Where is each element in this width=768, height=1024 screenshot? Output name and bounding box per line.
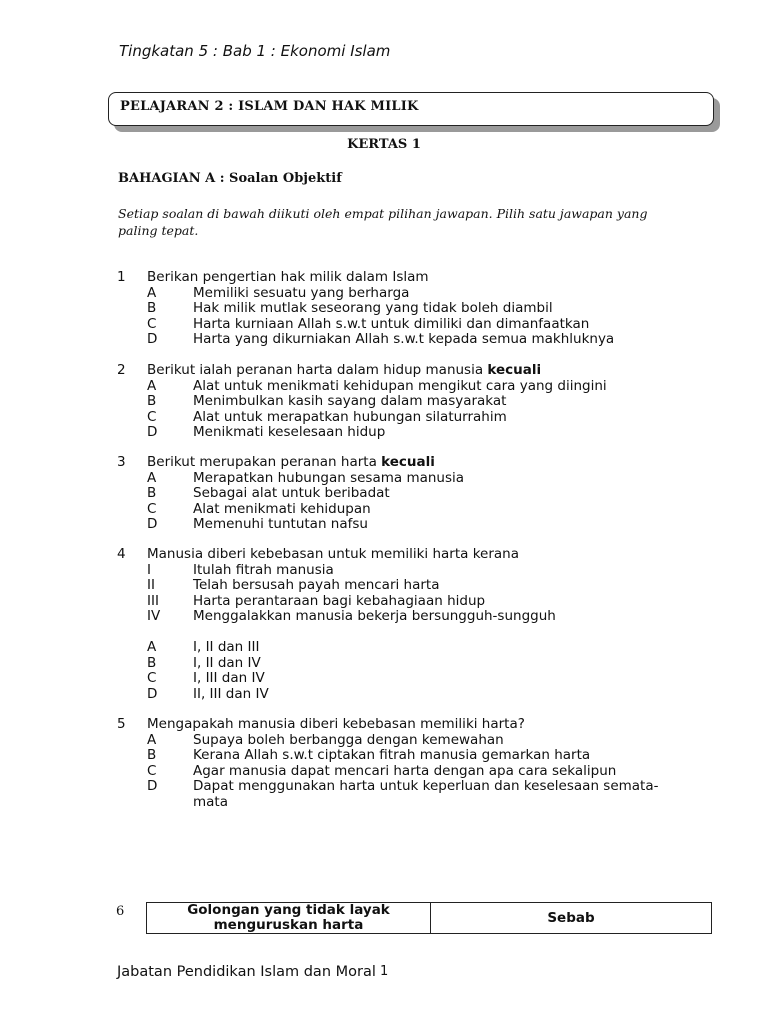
- question-stem: Mengapakah manusia diberi kebebasan memiliki harta?: [147, 716, 525, 732]
- question-stem: Berikan pengertian hak milik dalam Islam: [147, 269, 429, 285]
- document-header: Tingkatan 5 : Bab 1 : Ekonomi Islam: [119, 42, 391, 60]
- option-text: Alat untuk menikmati kehidupan mengikut cara yang diingini: [193, 377, 607, 394]
- question-keyword: kecuali: [381, 454, 435, 470]
- option-text: Supaya boleh berbangga dengan kemewahan: [193, 731, 504, 748]
- paper-label: KERTAS 1: [347, 137, 421, 152]
- question-number: 3: [117, 454, 126, 470]
- option-text: Merapatkan hubungan sesama manusia: [193, 469, 465, 486]
- option-text: Kerana Allah s.w.t ciptakan fitrah manusia gemarkan harta: [193, 747, 591, 763]
- option-letter: A: [147, 469, 157, 486]
- option-text: II, III dan IV: [193, 685, 269, 702]
- option-letter: D: [147, 424, 158, 440]
- question-6-table: [146, 902, 712, 934]
- option-text: Harta yang dikurniakan Allah s.w.t kepada semua makhluknya: [193, 331, 615, 347]
- option-text: Menikmati keselesaan hidup: [193, 424, 386, 440]
- statement-text: Telah bersusah payah mencari harta: [193, 577, 440, 593]
- question-number: 5: [117, 716, 126, 732]
- section-label: BAHAGIAN A : Soalan Objektif: [118, 171, 342, 186]
- option-text: Dapat menggunakan harta untuk keperluan dan keselesaan semata-: [193, 778, 659, 794]
- table-header-group: Golongan yang tidak layak menguruskan harta: [147, 903, 431, 934]
- option-text: I, II dan III: [193, 639, 260, 655]
- option-letter: C: [147, 762, 157, 779]
- lesson-title: PELAJARAN 2 : ISLAM DAN HAK MILIK: [120, 99, 419, 114]
- option-letter: C: [147, 315, 157, 332]
- statement-roman: I: [147, 561, 151, 578]
- option-text: I, III dan IV: [193, 670, 265, 686]
- option-text: Memenuhi tuntutan nafsu: [193, 516, 368, 532]
- statement-roman: III: [147, 592, 159, 609]
- option-text: Hak milik mutlak seseorang yang tidak boleh diambil: [193, 300, 553, 316]
- option-text-continued: mata: [193, 793, 228, 810]
- question-stem: Berikut merupakan peranan harta kecuali: [147, 454, 435, 470]
- option-letter: D: [147, 778, 158, 794]
- option-letter: A: [147, 284, 157, 301]
- option-letter: D: [147, 331, 158, 347]
- statement-text: Harta perantaraan bagi kebahagiaan hidup: [193, 592, 486, 609]
- option-letter: C: [147, 408, 157, 425]
- question-number: 4: [117, 546, 126, 562]
- instruction-text: Setiap soalan di bawah diikuti oleh empat pilihan jawapan. Pilih satu jawapan yang paling tepat.: [118, 206, 648, 238]
- option-text: Harta kurniaan Allah s.w.t untuk dimiliki dan dimanfaatkan: [193, 315, 590, 332]
- option-text: Alat untuk merapatkan hubungan silaturrahim: [193, 408, 507, 425]
- question-stem: Manusia diberi kebebasan untuk memiliki harta kerana: [147, 546, 520, 562]
- option-letter: C: [147, 500, 157, 517]
- page-number: 1: [380, 964, 389, 979]
- lesson-title-box: [108, 92, 714, 126]
- question-number: 2: [117, 362, 126, 378]
- option-letter: B: [147, 393, 157, 409]
- option-letter: A: [147, 639, 157, 655]
- option-letter: D: [147, 685, 158, 702]
- option-letter: B: [147, 300, 157, 316]
- option-text: I, II dan IV: [193, 654, 261, 671]
- option-text: Sebagai alat untuk beribadat: [193, 485, 390, 501]
- statement-text: Menggalakkan manusia bekerja bersungguh-sungguh: [193, 608, 556, 624]
- option-letter: A: [147, 377, 157, 394]
- option-letter: B: [147, 485, 157, 501]
- option-letter: A: [147, 731, 157, 748]
- option-letter: D: [147, 516, 158, 532]
- statement-roman: II: [147, 577, 155, 593]
- statement-text: Itulah fitrah manusia: [193, 561, 334, 578]
- question-number: 1: [117, 269, 126, 285]
- option-letter: B: [147, 747, 157, 763]
- option-letter: B: [147, 654, 157, 671]
- option-text: Agar manusia dapat mencari harta dengan apa cara sekalipun: [193, 762, 617, 779]
- table-header-reason: Sebab: [431, 903, 712, 934]
- option-letter: C: [147, 670, 157, 686]
- option-text: Memiliki sesuatu yang berharga: [193, 284, 410, 301]
- statement-roman: IV: [147, 608, 161, 624]
- option-text: Alat menikmati kehidupan: [193, 500, 371, 517]
- footer-department: Jabatan Pendidikan Islam dan Moral: [117, 964, 376, 980]
- question-stem: Berikut ialah peranan harta dalam hidup manusia kecuali: [147, 362, 542, 378]
- question-keyword: kecuali: [487, 362, 542, 378]
- question-6-number: 6: [116, 904, 125, 919]
- option-text: Menimbulkan kasih sayang dalam masyarakat: [193, 393, 507, 409]
